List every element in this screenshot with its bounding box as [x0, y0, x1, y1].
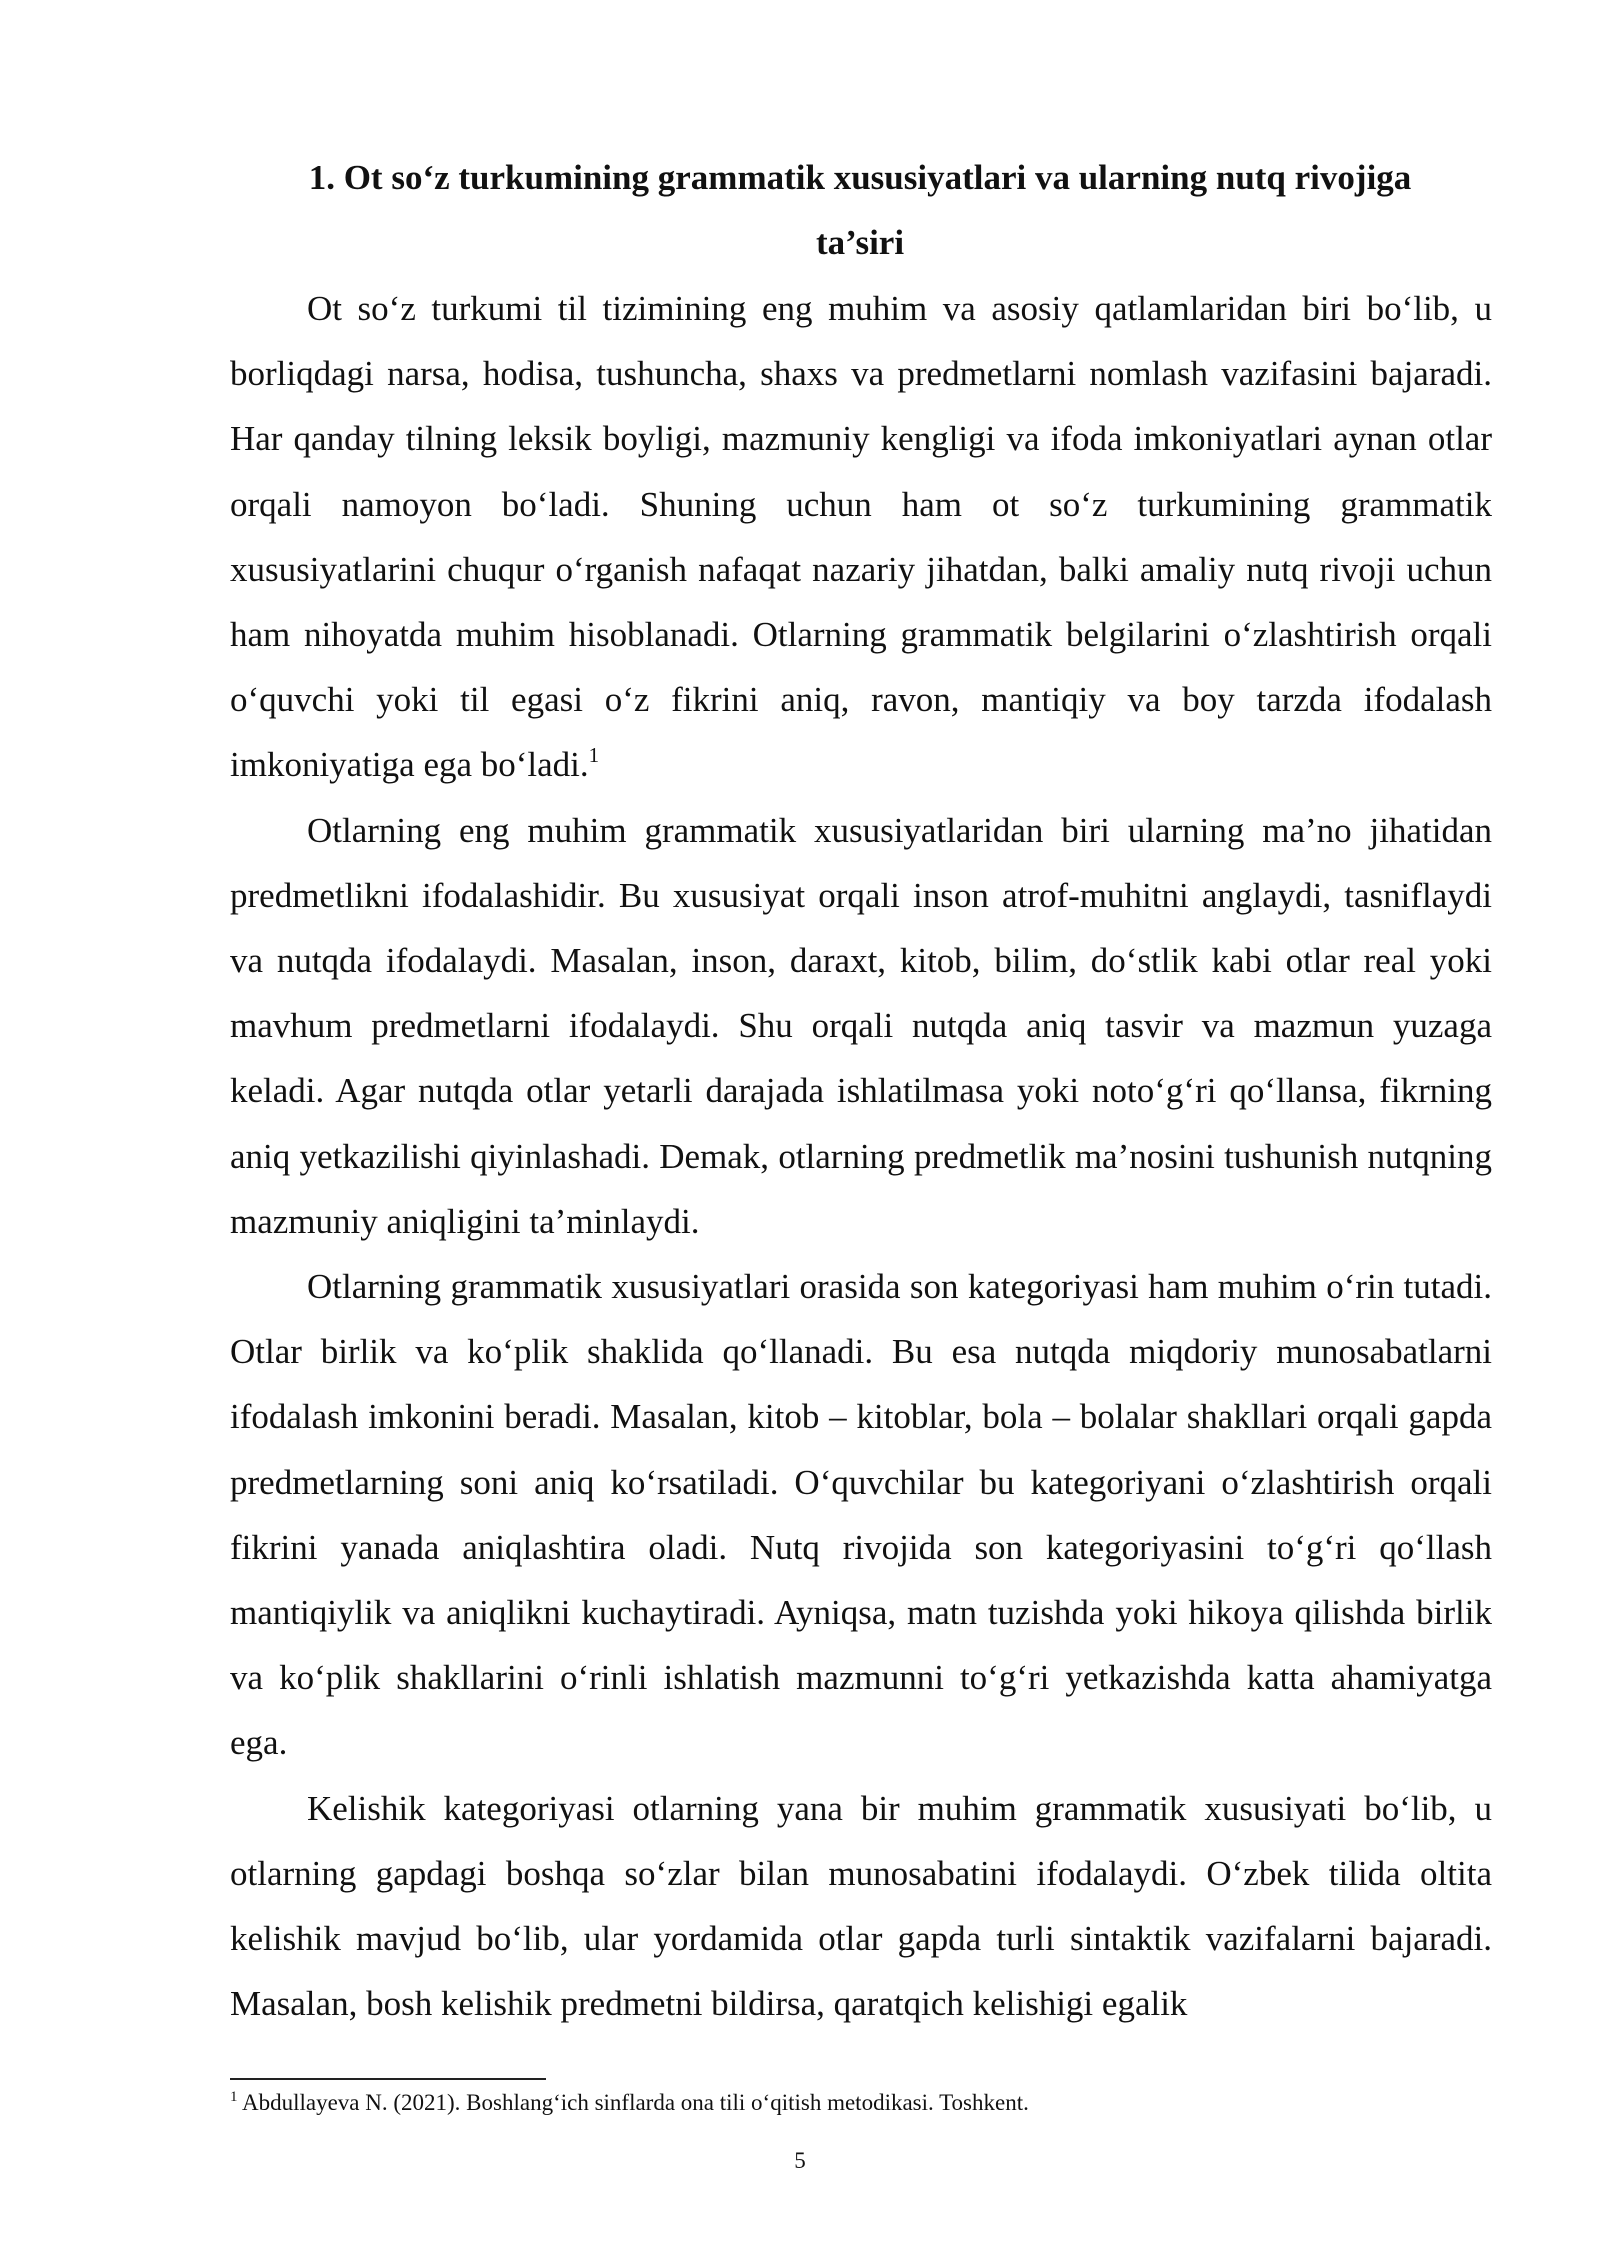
- paragraph-3-text: Otlarning grammatik xususiyatlari orasida son kategoriyasi ham muhim o‘rin tutadi. Otlar birlik va ko‘plik shaklida qo‘llanadi. Bu esa nutqda miqdoriy munosabatlarni ifodalash imkonini beradi. Masalan, kitob – kitoblar, bola – bolalar shakllari orqali gapda predmetlarning soni aniq ko‘rsatiladi. O‘quvchilar bu kategoriyani o‘zlashtirish orqali fikrini yanada aniqlashtira oladi. Nutq rivojida son kategoriyasini to‘g‘ri qo‘llash mantiqiylik va aniqlikni kuchaytiradi. Ayniqsa, matn tuzishda yoki hikoya qilishda birlik va ko‘plik shakllarini o‘rinli ishlatish mazmunni to‘g‘ri yetkazishda katta ahamiyatga ega.: [230, 1267, 1492, 1763]
- section-heading-line-1: 1. Ot so‘z turkumining grammatik xususiyatlari va ularning nutq rivojiga: [308, 158, 1412, 197]
- section-heading: [230, 145, 1490, 275]
- paragraph-4: [230, 1776, 1492, 2037]
- footnote-reference[interactable]: 1: [588, 743, 600, 768]
- footnote: [230, 2086, 1492, 2120]
- footnote-mark: 1: [230, 2089, 238, 2105]
- footnote-separator: [230, 2078, 546, 2080]
- page-number: 5: [794, 2148, 806, 2173]
- paragraph-2-text: Otlarning eng muhim grammatik xususiyatlaridan biri ularning ma’no jihatidan predmetlikni ifodalashidir. Bu xususiyat orqali inson atrof-muhitni anglaydi, tasniflaydi va nutqda ifodalaydi. Masalan, inson, daraxt, kitob, bilim, do‘stlik kabi otlar real yoki mavhum predmetlarni ifodalaydi. Shu orqali nutqda aniq tasvir va mazmun yuzaga keladi. Agar nutqda otlar yetarli darajada ishlatilmasa yoki noto‘g‘ri qo‘llansa, fikrning aniq yetkazilishi qiyinlashadi. Demak, otlarning predmetlik ma’nosini tushunish nutqning mazmuniy aniqligini ta’minlaydi.: [230, 810, 1492, 1241]
- paragraph-3: [230, 1254, 1492, 1776]
- paragraph-1-text: Ot so‘z turkumi til tizimining eng muhim va asosiy qatlamlaridan biri bo‘lib, u borliqdagi narsa, hodisa, tushuncha, shaxs va predmetlarni nomlash vazifasini bajaradi. Har qanday tilning leksik boyligi, mazmuniy kengligi va ifoda imkoniyatlari aynan otlar orqali namoyon bo‘ladi. Shuning uchun ham ot so‘z turkumining grammatik xususiyatlarini chuqur o‘rganish nafaqat nazariy jihatdan, balki amaliy nutq rivoji uchun ham nihoyatda muhim hisoblanadi. Otlarning grammatik belgilarini o‘zlashtirish orqali o‘quvchi yoki til egasi o‘z fikrini aniq, ravon, mantiqiy va boy tarzda ifodalash imkoniyatiga ega bo‘ladi.: [230, 289, 1492, 785]
- section-heading-line-2: ta’siri: [815, 223, 905, 262]
- footnote-text: Abdullayeva N. (2021). Boshlang‘ich sinflarda ona tili o‘qitish metodikasi. Toshkent.: [237, 2090, 1029, 2115]
- paragraph-2: [230, 798, 1492, 1254]
- body-text: [230, 276, 1492, 2036]
- paragraph-4-text: Kelishik kategoriyasi otlarning yana bir muhim grammatik xususiyati bo‘lib, u otlarning gapdagi boshqa so‘zlar bilan munosabatini ifodalaydi. O‘zbek tilida oltita kelishik mavjud bo‘lib, ular yordamida otlar gapda turli sintaktik vazifalarni bajaradi. Masalan, bosh kelishik predmetni bildirsa, qaratqich kelishigi egalik: [230, 1788, 1492, 2024]
- paragraph-1: [230, 276, 1492, 798]
